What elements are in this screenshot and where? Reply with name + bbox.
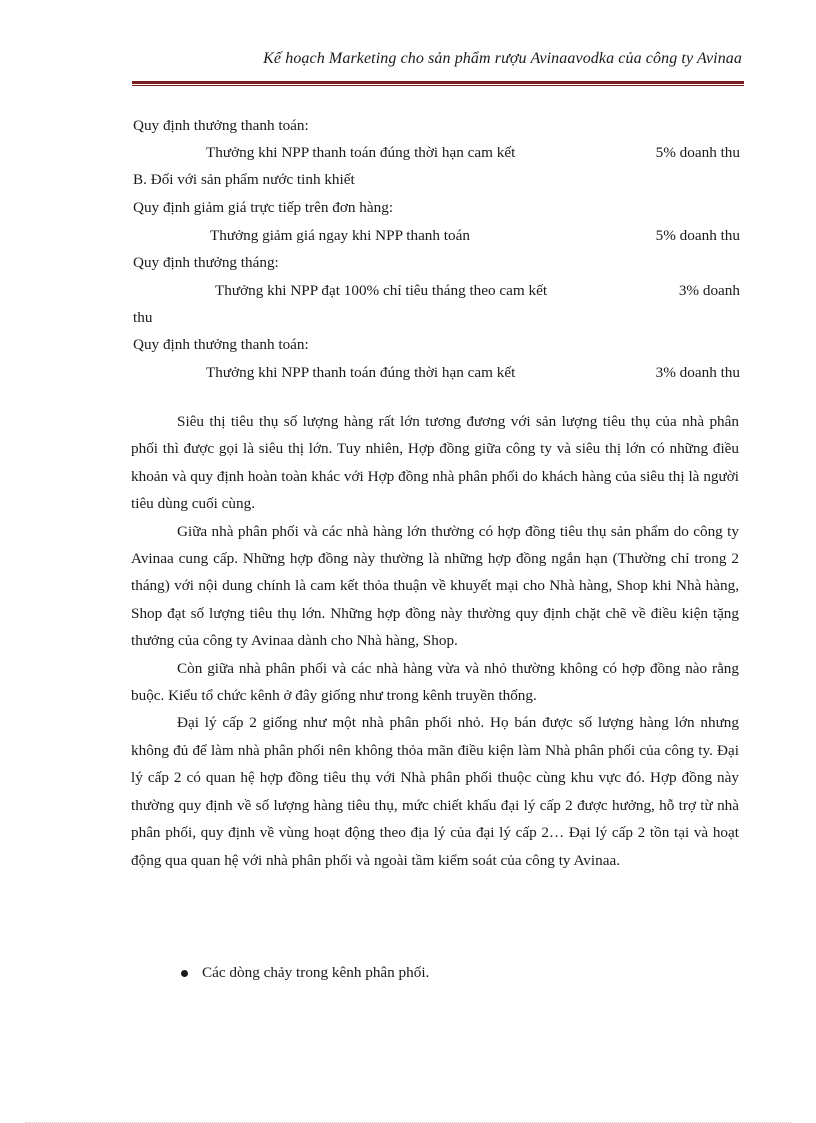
rule-value-monthly: 3% doanh: [678, 282, 740, 299]
paragraph-level2-agent: Đại lý cấp 2 giống như một nhà phân phối nhỏ. Họ bán được số lượng hàng lớn nhưng không đủ để làm nhà phân phối nên không thỏa mãn điều kiện làm Nhà phân phối của công ty. Đại lý cấp 2 có quan hệ hợp đồng tiêu thụ với Nhà phân phối thuộc cùng khu vực đó. Hợp đồng này thường quy định về số lượng hàng tiêu thụ, mức chiết khấu đại lý cấp 2 được hưởng, hỗ trợ từ nhà phân phối, quy định về vùng hoạt động theo địa lý của đại lý cấp 2… Đại lý cấp 2 tồn tại và hoạt động qua quan hệ với nhà phân phối và ngoài tầm kiểm soát của công ty Avinaa.: [131, 714, 739, 869]
rule-heading-payment: Quy định thưởng thanh toán:: [133, 117, 309, 134]
rule-item-payment-2: Thưởng khi NPP thanh toán đúng thời hạn cam kết: [206, 364, 516, 381]
paragraph-supermarket: Siêu thị tiêu thụ số lượng hàng rất lớn tương đương với sản lượng tiêu thụ của nhà phân phối thì được gọi là siêu thị lớn. Tuy nhiên, Hợp đồng giữa công ty và siêu thị lớn có những điều khoản và quy định hoàn toàn khác với Hợp đồng nhà phân phối do khách hàng của siêu thị là người tiêu dùng cuối cùng.: [131, 413, 739, 513]
rule-value-monthly-wrap: thu: [133, 309, 153, 326]
bullet-icon: [181, 970, 188, 977]
rule-heading-payment-2: Quy định thưởng thanh toán:: [133, 336, 309, 353]
bullet-item-distribution-flows: Các dòng chảy trong kênh phân phối.: [202, 964, 430, 981]
rule-value-discount: 5% doanh thu: [655, 227, 740, 244]
rule-item-payment: Thưởng khi NPP thanh toán đúng thời hạn cam kết: [206, 144, 516, 161]
paragraph-small-restaurants: Còn giữa nhà phân phối và các nhà hàng vừa và nhỏ thường không có hợp đồng nào rằng buộc. Kiểu tổ chức kênh ở đây giống như trong kênh truyền thống.: [131, 659, 739, 705]
rule-value-payment-2: 3% doanh thu: [655, 364, 740, 381]
rule-item-discount: Thưởng giảm giá ngay khi NPP thanh toán: [210, 227, 470, 244]
body-paragraphs: [131, 408, 739, 874]
paragraph-restaurants: Giữa nhà phân phối và các nhà hàng lớn thường có hợp đồng tiêu thụ sản phẩm do công ty Avinaa cung cấp. Những hợp đồng này thường là những hợp đồng ngắn hạn (Thường chỉ trong 2 tháng) với nội dung chính là cam kết thỏa thuận về khuyết mại cho Nhà hàng, Shop khi Nhà hàng, Shop đạt số lượng tiêu thụ lớn. Những hợp đồng này thường quy định chặt chẽ về điều kiện tặng thưởng của công ty Avinaa dành cho Nhà hàng, Shop.: [131, 522, 739, 650]
section-heading-b: B. Đối với sản phẩm nước tinh khiết: [133, 171, 355, 188]
rule-value-payment: 5% doanh thu: [655, 144, 740, 161]
header-divider: [132, 81, 744, 86]
rule-heading-monthly: Quy định thưởng tháng:: [133, 254, 279, 271]
rule-heading-discount: Quy định giảm giá trực tiếp trên đơn hàng:: [133, 199, 394, 216]
page-header-title: Kế hoạch Marketing cho sản phẩm rượu Avinaavodka của công ty Avinaa: [263, 50, 742, 67]
rule-item-monthly: Thưởng khi NPP đạt 100% chỉ tiêu tháng theo cam kết: [215, 282, 548, 299]
